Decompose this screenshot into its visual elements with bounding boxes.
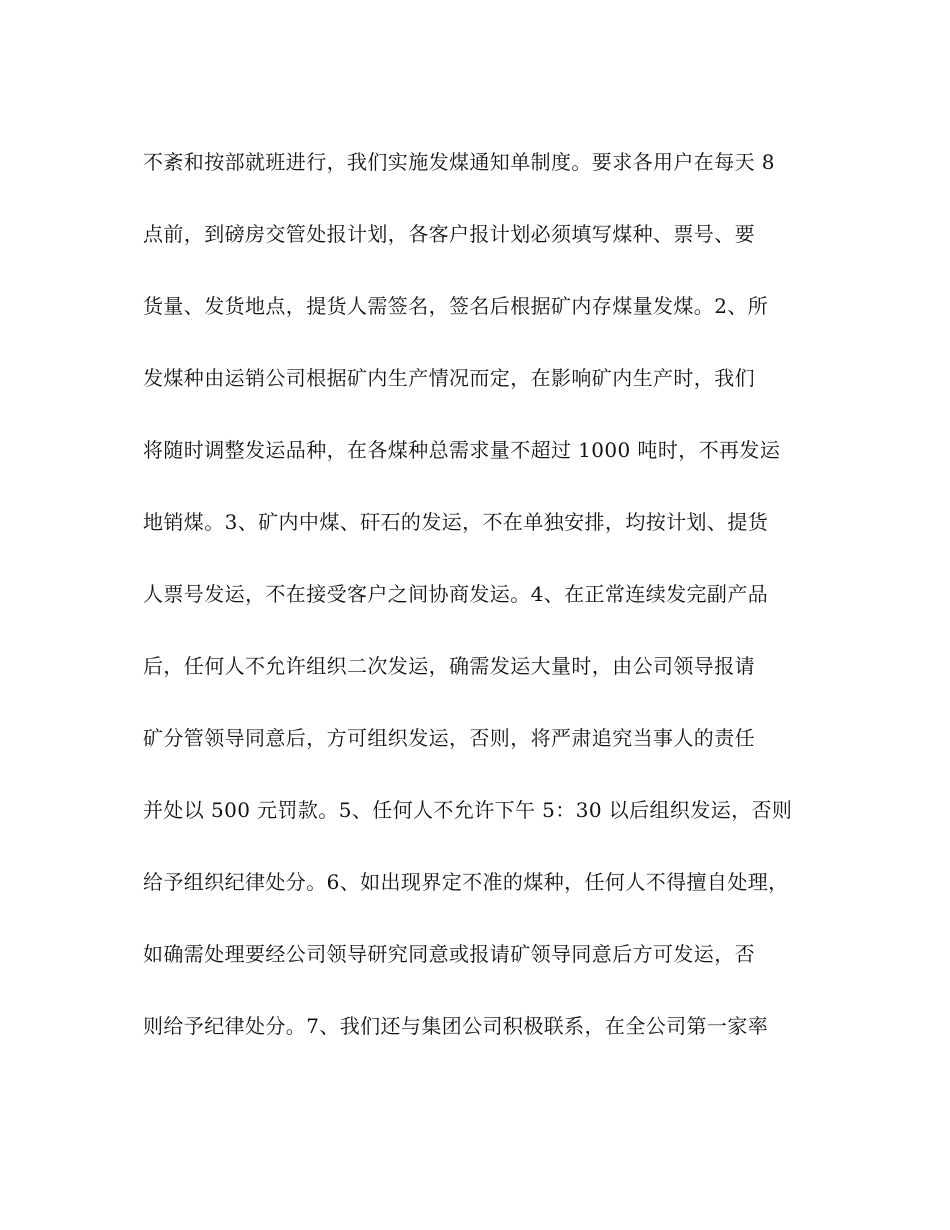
text-line: 点前，到磅房交管处报计划，各客户报计划必须填写煤种、票号、要	[143, 222, 755, 246]
text-line: 地销煤。3、矿内中煤、矸石的发运，不在单独安排，均按计划、提货	[143, 510, 769, 534]
text-line: 发煤种由运销公司根据矿内生产情况而定，在影响矿内生产时，我们	[143, 366, 755, 390]
text-line: 货量、发货地点，提货人需签名，签名后根据矿内存煤量发煤。2、所	[143, 294, 769, 318]
text-line: 给予组织纪律处分。6、如出现界定不准的煤种，任何人不得擅自处理，	[143, 870, 789, 894]
text-line: 并处以 500 元罚款。5、任何人不允许下午 5：30 以后组织发运，否则	[143, 798, 793, 822]
text-line: 如确需处理要经公司领导研究同意或报请矿领导同意后方可发运，否	[143, 942, 755, 966]
body-text	[143, 138, 823, 1074]
text-line: 则给予纪律处分。7、我们还与集团公司积极联系，在全公司第一家率	[143, 1014, 769, 1038]
text-line: 将随时调整发运品种，在各煤种总需求量不超过 1000 吨时，不再发运	[143, 438, 781, 462]
text-line: 后，任何人不允许组织二次发运，确需发运大量时，由公司领导报请	[143, 654, 755, 678]
text-line: 人票号发运，不在接受客户之间协商发运。4、在正常连续发完副产品	[143, 582, 769, 606]
text-line: 不紊和按部就班进行，我们实施发煤通知单制度。要求各用户在每天 8	[143, 150, 775, 174]
text-line: 矿分管领导同意后，方可组织发运，否则，将严肃追究当事人的责任	[143, 726, 755, 750]
